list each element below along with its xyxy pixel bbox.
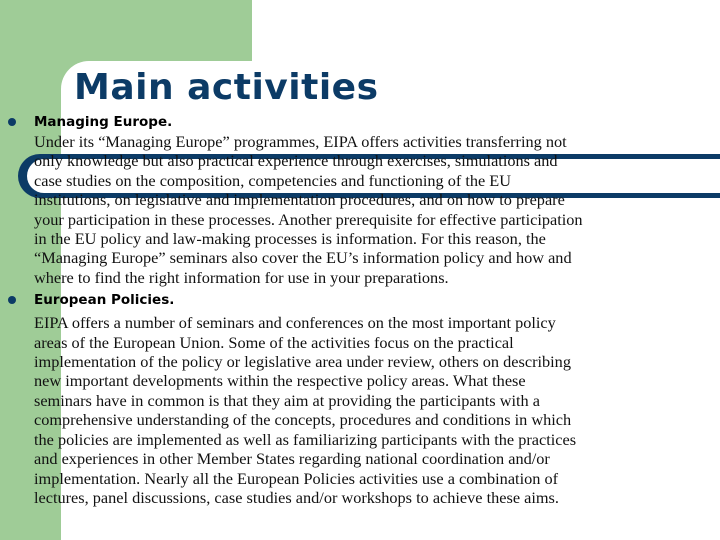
- paragraph-line: institutions, on legislative and implementation procedures, and on how to prepare: [34, 190, 565, 210]
- paragraph-line: seminars have in common is that they aim at providing the participants with a: [34, 390, 540, 410]
- paragraph-line: lectures, panel discussions, case studies and/or workshops to achieve these aims.: [34, 487, 559, 507]
- paragraph-line: the policies are implemented as well as familiarizing participants with the practices: [34, 429, 577, 449]
- paragraph-line: new important developments within the respective policy areas. What these: [34, 371, 526, 391]
- paragraph-line: implementation of the policy or legislative area under review, others on describing: [34, 352, 571, 372]
- section-paragraph-managing-europe: [34, 132, 714, 287]
- bullet-dot-icon: [8, 118, 16, 126]
- slide-title: Main activities: [74, 67, 379, 108]
- section-heading: Managing Europe.: [34, 114, 173, 130]
- paragraph-line: in the EU policy and law-making processes is information. For this reason, the: [34, 229, 546, 249]
- paragraph-line: Under its “Managing Europe” programmes, EIPA offers activities transferring not: [34, 132, 567, 151]
- paragraph-line: EIPA offers a number of seminars and conferences on the most important policy: [34, 313, 556, 333]
- paragraph-line: and experiences in other Member States regarding national coordination and/or: [34, 449, 550, 469]
- bullet-dot-icon: [8, 296, 16, 304]
- paragraph-line: implementation. Nearly all the European Policies activities use a combination of: [34, 468, 559, 488]
- section-heading: European Policies.: [34, 292, 175, 309]
- paragraph-line: where to find the right information for use in your preparations.: [34, 267, 449, 287]
- slide-body: [0, 112, 720, 507]
- paragraph-line: case studies on the composition, competencies and functioning of the EU: [34, 170, 512, 190]
- paragraph-line: comprehensive understanding of the concepts, procedures and conditions in which: [34, 410, 572, 430]
- bullet-item-managing-europe: [0, 112, 720, 132]
- section-paragraph-european-policies: [34, 313, 714, 507]
- paragraph-line: your participation in these processes. Another prerequisite for effective participation: [34, 209, 583, 229]
- paragraph-line: only knowledge but also practical experience through exercises, simulations and: [34, 151, 558, 171]
- bullet-item-european-policies: [0, 290, 720, 310]
- paragraph-line: “Managing Europe” seminars also cover the EU’s information policy and how and: [34, 248, 572, 268]
- paragraph-line: areas of the European Union. Some of the activities focus on the practical: [34, 332, 514, 352]
